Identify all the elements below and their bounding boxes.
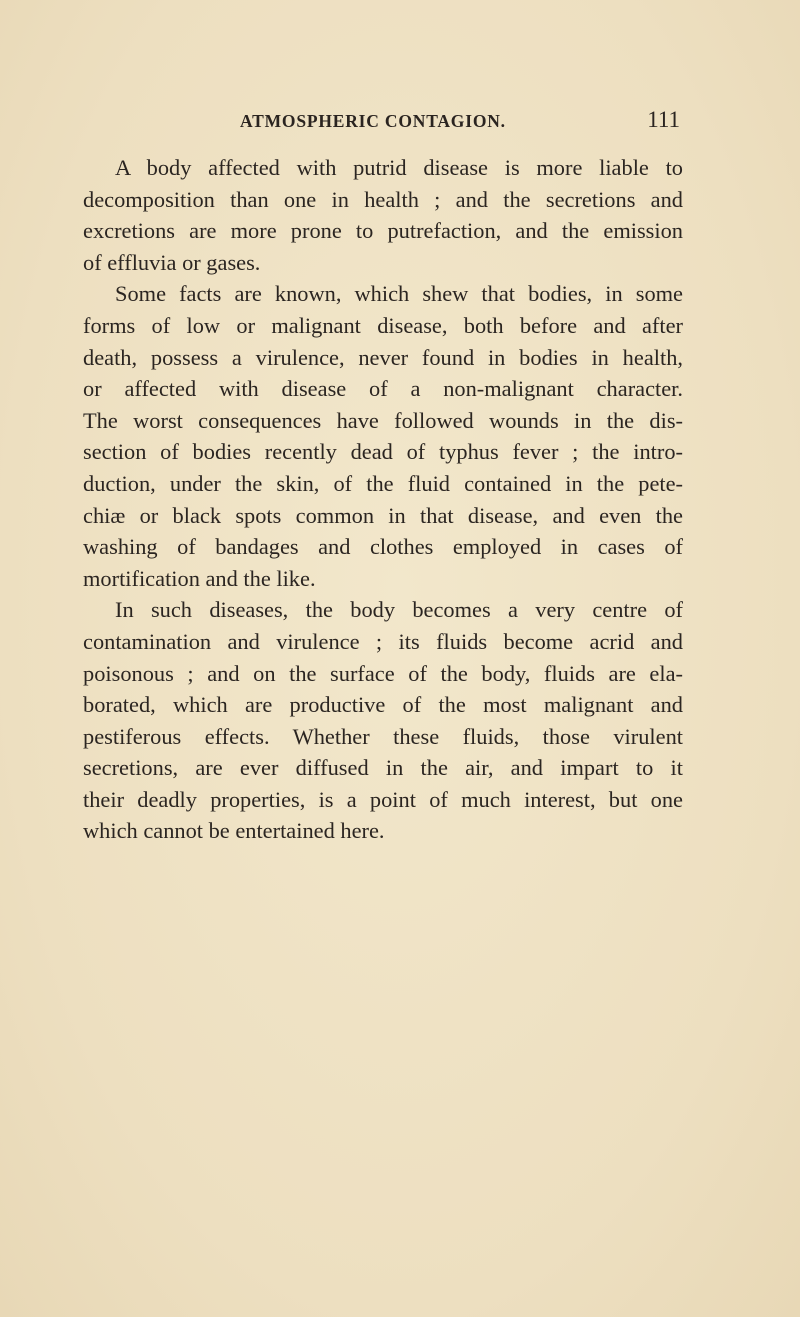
text-line: borated, which are productive of the most malignant and (83, 692, 683, 718)
paragraph (83, 152, 683, 278)
text-line: poisonous ; and on the surface of the body, fluids are ela- (83, 660, 683, 686)
text-line: death, possess a virulence, never found in bodies in health, (83, 344, 683, 370)
paragraph (83, 278, 683, 594)
text-line: The worst consequences have followed wounds in the dis- (83, 407, 683, 433)
text-line: or affected with disease of a non-malignant character. (83, 376, 683, 402)
text-line: forms of low or malignant disease, both before and after (83, 312, 683, 338)
text-line: washing of bandages and clothes employed in cases of (83, 534, 683, 560)
page-number: 111 (647, 107, 680, 132)
text-line: contamination and virulence ; its fluids become acrid and (83, 628, 683, 654)
text-line: pestiferous effects. Whether these fluids, those virulent (83, 723, 683, 749)
text-line: excretions are more prone to putrefaction, and the emission (83, 218, 683, 244)
running-head: ATMOSPHERIC CONTAGION. (240, 111, 506, 131)
body-text (83, 152, 683, 847)
text-line: chiæ or black spots common in that disease, and even the (83, 502, 683, 528)
text-line: decomposition than one in health ; and the secretions and (83, 186, 683, 212)
text-line: mortification and the like. (83, 565, 316, 591)
text-line: duction, under the skin, of the fluid contained in the pete- (83, 470, 683, 496)
text-line: secretions, are ever diffused in the air, and impart to it (83, 755, 683, 781)
text-line: A body affected with putrid disease is more liable to (115, 155, 683, 180)
paragraph (83, 594, 683, 847)
text-line: their deadly properties, is a point of much interest, but one (83, 786, 683, 812)
text-line: In such diseases, the body becomes a very centre of (115, 597, 683, 623)
text-line: section of bodies recently dead of typhus fever ; the intro- (83, 439, 683, 465)
text-line: of effluvia or gases. (83, 249, 261, 275)
text-line: Some facts are known, which shew that bodies, in some (115, 281, 683, 307)
text-line: which cannot be entertained here. (83, 818, 385, 844)
page-header (240, 107, 680, 137)
